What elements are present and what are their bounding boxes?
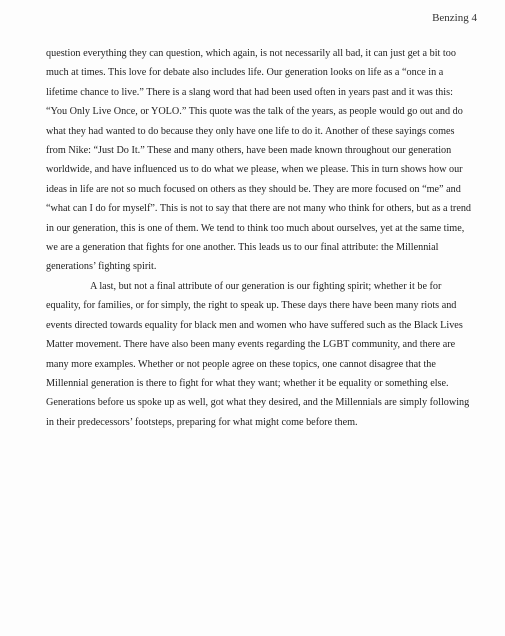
running-head: Benzing 4 xyxy=(432,12,477,24)
paragraph-2: A last, but not a final attribute of our generation is our fighting spirit; whether it be for equality, for families, or for simply, the right to speak up. These days there have been many riots and events directed towards equality for black men and women who have suffered such as the Black Lives Matter movement. There have also been many events regarding the LGBT community, and there are many more examples. Whether or not people agree on these topics, one cannot disagree that the Millennial generation is there to fight for what they want; whether it be equality or something else. Generations before us spoke up as well, got what they desired, and the Millennials are simply following in their predecessors’ footsteps, preparing for what might come before them. xyxy=(46,280,470,428)
body-text xyxy=(46,44,476,432)
paragraph-1: question everything they can question, which again, is not necessarily all bad, it can just get a bit too much at times. This love for debate also includes life. Our generation looks on life as a “once in a lifetime chance to live.” There is a slang word that had been used often in years past and it was this: “You Only Live Once, or YOLO.” This quote was the talk of the years, as people would go out and do what they had wanted to do because they only have one life to do it. Another of these sayings comes from Nike: “Just Do It.” These and many others, have been made known throughout our generation worldwide, and have influenced us to do what we please, when we please. This in turn shows how our ideas in life are not so much focused on others as they should be. They are more focused on “me” and “what can I do for myself”. This is not to say that there are not many who think for others, but as a trend in our generation, this is one of them. We tend to think too much about ourselves, yet at the same time, we are a generation that fights for one another. This leads us to our final attribute: the Millennial generations’ fighting spirit. xyxy=(46,48,472,273)
